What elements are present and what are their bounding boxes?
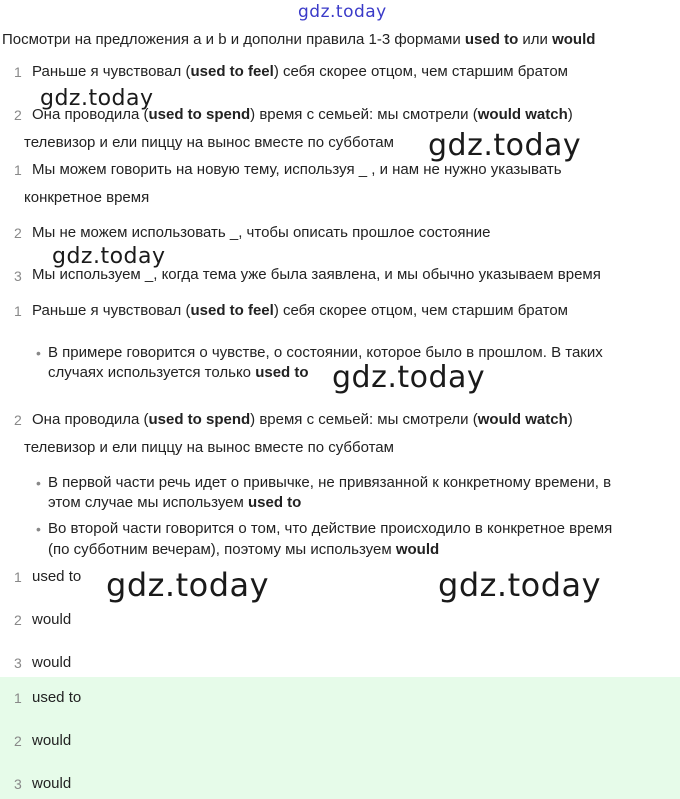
example-number: 1 xyxy=(14,64,22,80)
answer-number: 2 xyxy=(14,612,22,628)
rule-number: 1 xyxy=(14,162,22,178)
intro-text: Посмотри на предложения a и b и дополни правила 1-3 формами used to или would xyxy=(2,31,596,48)
explanation-sentence: Раньше я чувствовал (used to feel) себя скорее отцом, чем старшим братом xyxy=(32,302,568,319)
rule-text-cont: конкретное время xyxy=(24,189,150,206)
explanation-sentence-cont: телевизор и ели пиццу на вынос вместе по субботам xyxy=(24,439,394,456)
explanation-bullet: В первой части речь идет о привычке, не привязанной к конкретному времени, в xyxy=(48,474,612,491)
final-answer-band xyxy=(0,677,680,799)
bullet-dot-icon: • xyxy=(36,521,41,537)
watermark: gdz.today xyxy=(52,244,166,269)
answer-number: 1 xyxy=(14,569,22,585)
explanation-bullet: Во второй части говорится о том, что действие происходило в конкретное время xyxy=(48,520,613,537)
rule-number: 3 xyxy=(14,268,22,284)
watermark: gdz.today xyxy=(40,86,154,111)
rule-number: 2 xyxy=(14,225,22,241)
final-answer-text: would xyxy=(32,775,72,792)
example-sentence-cont: телевизор и ели пиццу на вынос вместе по субботам xyxy=(24,134,394,151)
explanation-bullet-cont: этом случае мы используем used to xyxy=(48,494,302,511)
watermark: gdz.today xyxy=(106,566,270,604)
answer-text: would xyxy=(32,654,72,671)
example-number: 2 xyxy=(14,107,22,123)
explanation-sentence: Она проводила (used to spend) время с семьей: мы смотрели (would watch) xyxy=(32,411,573,428)
explanation-bullet: В примере говорится о чувстве, о состоянии, которое было в прошлом. В таких xyxy=(48,344,603,361)
final-answer-text: would xyxy=(32,732,72,749)
watermark: gdz.today xyxy=(438,566,602,604)
explanation-bullet-cont: (по субботним вечерам), поэтому мы используем would xyxy=(48,541,440,558)
answer-text: would xyxy=(32,611,72,628)
answer-text: used to xyxy=(32,568,82,585)
final-answer-number: 3 xyxy=(14,776,22,792)
answer-number: 3 xyxy=(14,655,22,671)
watermark-top: gdz.today xyxy=(298,2,387,22)
example-sentence: Она проводила (used to spend) время с семьей: мы смотрели (would watch) xyxy=(32,106,573,123)
explanation-number: 2 xyxy=(14,412,22,428)
example-sentence: Раньше я чувствовал (used to feel) себя скорее отцом, чем старшим братом xyxy=(32,63,568,80)
bullet-dot-icon: • xyxy=(36,475,41,491)
watermark: gdz.today xyxy=(332,360,486,395)
rule-text: Мы можем говорить на новую тему, используя _ , и нам не нужно указывать xyxy=(32,161,562,178)
final-answer-number: 1 xyxy=(14,690,22,706)
rule-text: Мы не можем использовать _, чтобы описать прошлое состояние xyxy=(32,224,491,241)
explanation-number: 1 xyxy=(14,303,22,319)
bullet-dot-icon: • xyxy=(36,345,41,361)
explanation-bullet-cont: случаях используется только used to xyxy=(48,364,309,381)
final-answer-number: 2 xyxy=(14,733,22,749)
final-answer-text: used to xyxy=(32,689,82,706)
rule-text: Мы используем _, когда тема уже была заявлена, и мы обычно указываем время xyxy=(32,266,601,283)
watermark: gdz.today xyxy=(428,128,582,163)
